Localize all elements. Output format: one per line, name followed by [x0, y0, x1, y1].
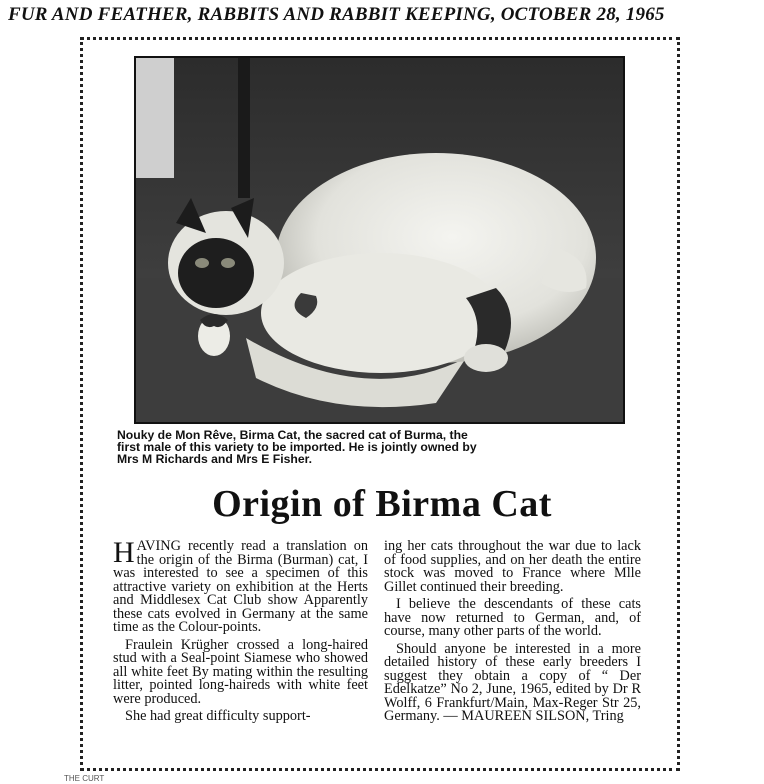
drop-cap: H — [113, 536, 135, 569]
caption-line: first male of this variety to be imported. He is jointly owned by — [117, 440, 477, 454]
article-paragraph: Fraulein Krügher crossed a long-haired stud with a Seal-point Siamese who showed all white feet By mating within the resulting litter, pointed long-haireds with white feet were produced. — [113, 636, 368, 707]
article-paragraph: I believe the descendants of these cats have now returned to German, and, of course, many other parts of the world. — [384, 596, 641, 639]
article-paragraph: Should anyone be interested in a more detailed history of these early breeders I suggest they obtain a copy of “ Der Edelkatze” No 2, June, 1965, edited by Dr R Wolff, 6 Frankfurt/Main, Max-Reger Str 25, Germany. — MAUREEN SILSON, Tring — [384, 640, 641, 724]
paragraph-text: AVING recently read a translation on the origin of the Birma (Burman) cat, I was interested to see a specimen of this attractive variety on exhibition at the Herts and Middlesex Cat Club show Apparently these cats evolved in Germany at the same time as the Colour-points. — [113, 538, 368, 635]
footer-fragment: THE CURT — [64, 774, 105, 783]
article-paragraph: ing her cats throughout the war due to lack of food supplies, and on her death the entire stock was moved to France where Mlle Gillet continued their breeding. — [384, 538, 641, 595]
article-paragraph: She had great difficulty support- — [125, 708, 311, 724]
masthead-title: FUR AND FEATHER, RABBITS AND RABBIT KEEPING, OCTOBER 28, 1965 — [8, 4, 665, 25]
photo-caption — [117, 429, 642, 465]
caption-line: Nouky de Mon Rêve, Birma Cat, the sacred cat of Burma, the — [117, 428, 468, 442]
article-column-2 — [384, 540, 641, 728]
article-column-1 — [113, 536, 368, 728]
article-headline: Origin of Birma Cat — [212, 483, 552, 525]
article-paragraph — [113, 536, 368, 635]
caption-line: Mrs M Richards and Mrs E Fisher. — [117, 452, 313, 466]
cat-photo — [134, 56, 625, 424]
